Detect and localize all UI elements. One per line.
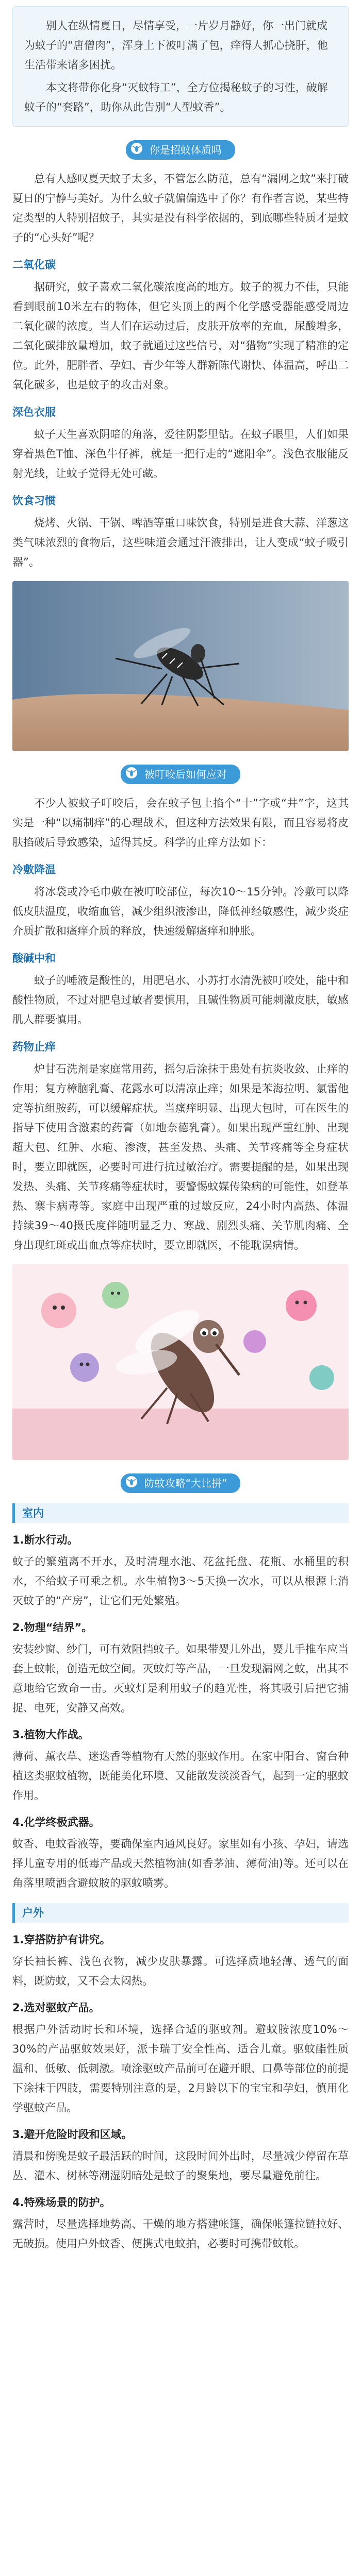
section-1-pill	[126, 140, 235, 160]
heading-acid-base: 酸碱中和	[12, 952, 56, 964]
tip-6-title: 2.选对驱蚊产品。	[12, 2002, 100, 2014]
heading-diet: 饮食习惯	[12, 495, 56, 507]
mosquito-icon	[126, 767, 137, 778]
heading-indoor: 室内	[12, 1503, 349, 1523]
tip-3-body: 薄荷、薰衣草、迷迭香等植物有天然的驱蚊作用。在家中阳台、窗台种植这类驱蚊植物，既能美化环境、又能散发淡淡香气，起到一定的驱蚊作用。	[12, 1750, 349, 1802]
tip-2-body: 安装纱窗、纱门，可有效阻挡蚊子。如果带婴儿外出，婴儿手推车应当套上蚊帐，创造无蚊空间。灭蚊灯等产品，一旦发现漏网之蚊，出其不意地给它致命一击。灭蚊灯是利用蚊子的趋光性，将其吸引后把它捕捉、电死，安静又高效。	[12, 1643, 349, 1714]
tip-7-title: 3.避开危险时段和区域。	[12, 2128, 133, 2141]
intro-paragraph-2: 本文将带你化身“灭蚊特工”，全方位揭秘蚊子的习性，破解蚊子的“套路”，助你从此告别“人型蚊香”。	[24, 81, 328, 113]
mosquito-photo	[12, 581, 349, 751]
section-2-title: 被叮咬后如何应对	[144, 768, 227, 781]
section-1-header	[12, 140, 349, 160]
heading-co2: 二氧化碳	[12, 259, 56, 271]
tip-2-title: 2.物理“结界”。	[12, 1621, 93, 1634]
paragraph-co2: 据研究，蚊子喜欢二氧化碳浓度高的地方。蚊子的视力不佳，只能看到眼前10米左右的物体，但它头顶上的两个化学感受器能感受周边二氧化碳的浓度。当人们在运动过后，皮肤开放率的充血，尿酸增多，二氧化碳排放量增加，蚊子就通过这些信号，对“猎物”实现了精准的定位。此外，肥胖者、孕妇、青少年等人群新陈代谢快、体温高，呼出二氧化碳多，也是蚊子的攻击对象。	[12, 281, 349, 391]
section-2-pill	[121, 765, 240, 784]
tip-7-body: 清晨和傍晚是蚊子最活跃的时间，这段时间外出时，尽量减少停留在草丛、灌木、树林等潮湿阴暗处是蚊子的聚集地，要尽量避免前往。	[12, 2150, 349, 2182]
heading-outdoor: 户外	[12, 1903, 349, 1923]
mosquito-icon	[131, 143, 142, 154]
section-3-pill	[121, 1473, 241, 1493]
section-1-intro: 总有人感叹夏天蚊子太多，不管怎么防范，总有“漏网之蚊”来打破夏日的宁静与美好。为什么蚊子就偏偏选中了你？有作者言说，某些特定类型的人特别招蚊子，其实是没有科学依据的，到底哪些特质才是蚊子的“心头好”呢？	[12, 173, 349, 244]
tip-5-body: 穿长袖长裤、浅色衣物，减少皮肤暴露。可选择质地轻薄、透气的面料，既防蚊，又不会太闷热。	[12, 1955, 349, 1987]
section-3-header	[12, 1473, 349, 1493]
paragraph-cold-compress: 将冰袋或冷毛巾敷在被叮咬部位，每次10～15分钟。冷敷可以降低皮肤温度，收缩血管，减少组织液渗出，降低神经敏感性，减少炎症介质扩散和瘙痒介质的释放，快速缓解瘙痒和肿胀。	[12, 886, 349, 937]
tip-1-title: 1.断水行动。	[12, 1534, 78, 1546]
paragraph-acid-base: 蚊子的唾液是酸性的，用肥皂水、小苏打水清洗被叮咬处，能中和酸性物质，不过对肥皂过敏者要慎用，且碱性物质可能刺激皮肤，敏感肌人群要慎用。	[12, 974, 349, 1026]
intro-box	[12, 6, 349, 127]
paragraph-dark-clothes: 蚊子天生喜欢阴暗的角落，爱往阴影里钻。在蚊子眼里，人们如果穿着黑色T恤、深色牛仔裤，就是一把行走的“遮阳伞”。浅色衣服能反射光线，让蚊子觉得无处可藏。	[12, 428, 349, 480]
tip-4-title: 4.化学终极武器。	[12, 1816, 100, 1828]
paragraph-medicine: 炉甘石洗剂是家庭常用药，摇匀后涂抹于患处有抗炎收敛、止痒的作用；复方樟脑乳膏、花露水可以清凉止痒；如果是苯海拉明、氯雷他定等抗组胺药，可以缓解症状。当瘙痒明显、出现大包时，可在医生的指导下使用含激素的药膏（如地奈德乳膏）。如果出现严重红肿、出现超大包、红肿、水疱、渗液，甚至发热、头痛、关节疼痛等全身症状时，要立即就医，必要时可进行抗过敏治疗。需要提醒的是，如果出现发热、头痛、关节疼痛等症状时，要警惕蚊媒传染病的可能性，如登革热、寨卡病毒等。家庭中出现严重的过敏反应，24小时内高热、体温持续39～40摄氏度伴随明显乏力、寒战、剧烈头痛、关节肌肉痛、全身出现红斑或出血点等症状时，要立即就医，不能耽误病情。	[12, 1063, 349, 1251]
section-1-title: 你是招蚊体质吗	[150, 144, 222, 156]
tip-8-title: 4.特殊场景的防护。	[12, 2196, 111, 2209]
tip-8-body: 露营时，尽量选择地势高、干燥的地方搭建帐篷，确保帐篷拉链拉好、无破损。使用户外蚊香、便携式电蚊拍，必要时可携带蚊帐。	[12, 2218, 349, 2250]
heading-dark-clothes: 深色衣服	[12, 406, 56, 418]
intro-paragraph-1: 别人在纵情夏日，尽情享受，一片岁月静好，你一出门就成为蚊子的“唐僧肉”，浑身上下被叮满了包，痒得人抓心挠肝，他生活带来诸多困扰。	[24, 20, 328, 71]
mosquito-icon	[126, 1476, 137, 1487]
tip-1-body: 蚊子的繁殖离不开水，及时清理水池、花盆托盘、花瓶、水桶里的积水，不给蚊子可乘之机。水生植物3～5天换一次水，可以从根源上消灭蚊子的“产房”，让它们无处繁殖。	[12, 1555, 349, 1607]
paragraph-diet: 烧烤、火锅、干锅、啤酒等重口味饮食，特别是进食大蒜、洋葱这类气味浓烈的食物后，这些味道会通过汗液排出，让人变成“蚊子吸引器”。	[12, 517, 349, 568]
cartoon-illustration	[12, 1264, 349, 1460]
heading-medicine: 药物止痒	[12, 1041, 56, 1053]
tip-4-body: 蚊香、电蚊香液等，要确保室内通风良好。家里如有小孩、孕妇，请选择儿童专用的低毒产品或天然植物油(如香茅油、薄荷油)等。还可以在角落里喷洒含避蚊胺的驱蚊喷雾。	[12, 1838, 349, 1889]
section-2-header	[12, 765, 349, 784]
section-2-intro: 不少人被蚊子叮咬后，会在蚊子包上掐个“十”字或“井”字，这其实是一种“以痛制痒”的心理战术，但这种方法效果有限，而且容易将皮肤掐破后导致感染，适得其反。科学的止痒方法如下：	[12, 797, 349, 849]
tip-3-title: 3.植物大作战。	[12, 1728, 89, 1741]
tip-6-body: 根据户外活动时长和环境，选择合适的驱蚊剂。避蚊胺浓度10%～30%的产品驱蚊效果好，派卡瑞丁安全性高、适合儿童。驱蚊酯性质温和、低敏、低刺激。喷涂驱蚊产品前可在避开眼、口鼻等部位的前提下涂抹于四肢，需要特别注意的是，2月龄以下的宝宝和孕妇，慎用化学驱蚊产品。	[12, 2023, 349, 2114]
section-3-title: 防蚊攻略“大比拼”	[144, 1477, 227, 1489]
heading-cold-compress: 冷敷降温	[12, 863, 56, 876]
tip-5-title: 1.穿搭防护有讲究。	[12, 1934, 111, 1946]
